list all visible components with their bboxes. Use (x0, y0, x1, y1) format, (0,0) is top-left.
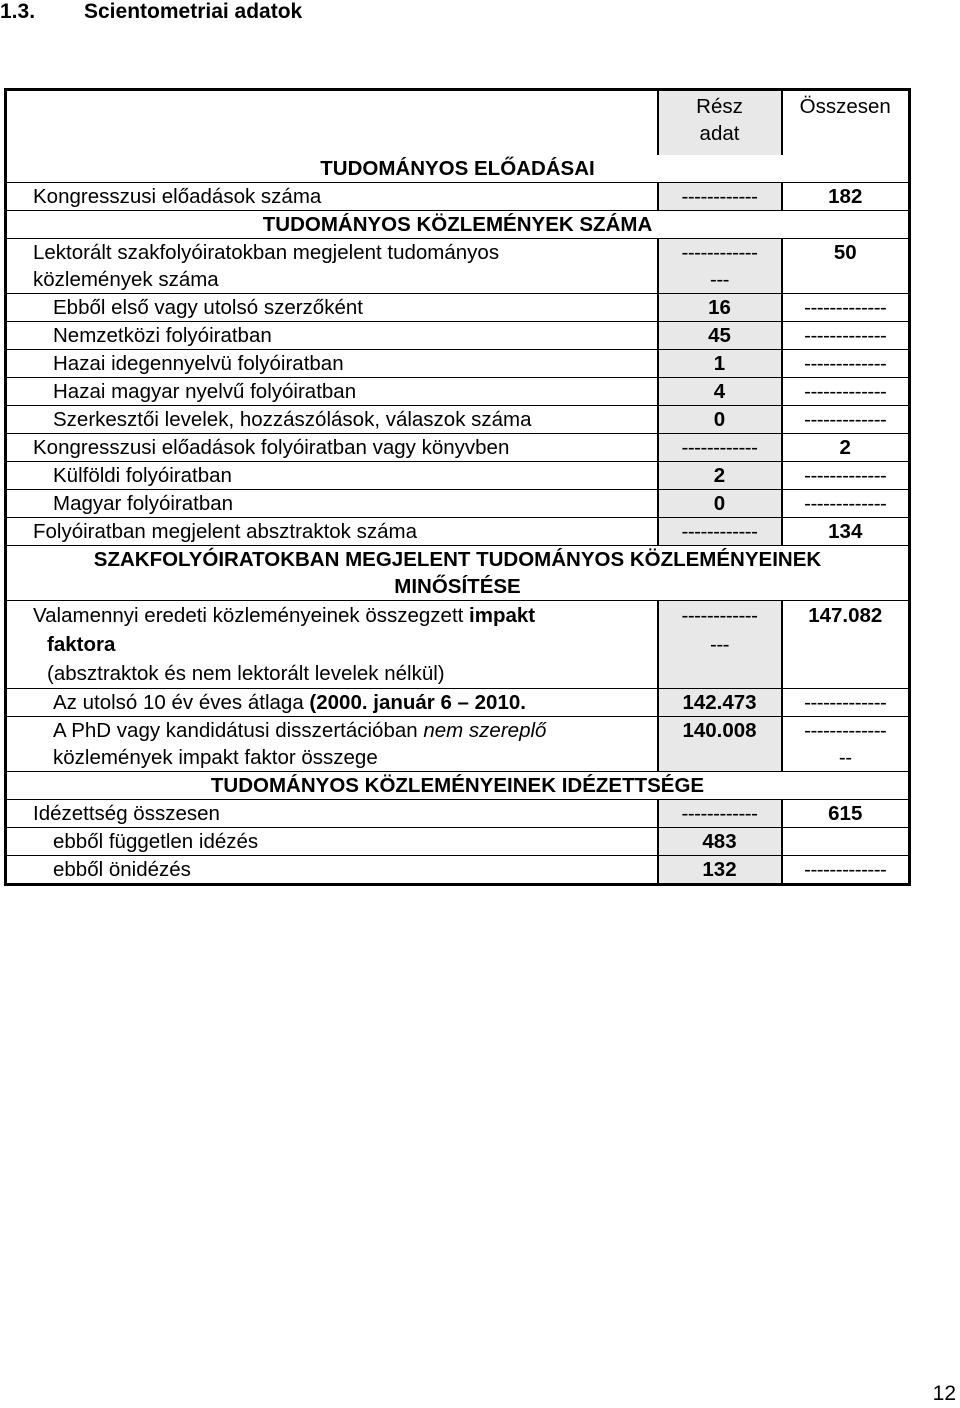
row-part: 1 (658, 350, 782, 378)
row-total: 182 (782, 183, 910, 211)
row-total (782, 717, 910, 772)
row-part-line2: --- (710, 268, 729, 291)
row-total: ------------- (782, 856, 910, 885)
row-part (658, 601, 782, 689)
table-row (6, 717, 910, 772)
table-row (6, 828, 910, 856)
section-row-impact (6, 546, 910, 601)
row-label-part-b: nem szereplő (423, 719, 547, 742)
row-total: ------------- (782, 378, 910, 406)
row-label: Ebből első vagy utolsó szerzőként (6, 294, 658, 322)
section-title-publications: TUDOMÁNYOS KÖZLEMÉNYEK SZÁMA (6, 211, 910, 239)
row-part: 142.473 (658, 689, 782, 717)
row-part: ------------ (658, 518, 782, 546)
table-row (6, 183, 910, 211)
row-part: ------------ (658, 800, 782, 828)
section-row-presentations (6, 155, 910, 183)
row-part: 0 (658, 406, 782, 434)
header-row (6, 90, 910, 156)
section-row-publications (6, 211, 910, 239)
row-total: ------------- (782, 406, 910, 434)
row-part: ------------ (658, 434, 782, 462)
table-row (6, 434, 910, 462)
row-label: Hazai idegennyelvü folyóiratban (6, 350, 658, 378)
header-empty-cell (6, 90, 658, 156)
table-row (6, 406, 910, 434)
row-label: Szerkesztői levelek, hozzászólások, válaszok száma (6, 406, 658, 434)
row-label-line2: közlemények száma (33, 268, 219, 291)
table-row (6, 378, 910, 406)
section-row-citations (6, 772, 910, 800)
row-total: ------------- (782, 462, 910, 490)
row-total: 134 (782, 518, 910, 546)
page-number: 12 (932, 1382, 956, 1405)
row-label (6, 239, 658, 294)
row-part: 4 (658, 378, 782, 406)
row-label (6, 601, 658, 689)
row-label: Külföldi folyóiratban (6, 462, 658, 490)
row-label-part-a: Az utolsó 10 év éves átlaga (53, 691, 310, 714)
row-label-part-b: (2000. január 6 – 2010. (309, 691, 526, 714)
scientometrics-table (4, 88, 911, 886)
table-row (6, 490, 910, 518)
row-part: 45 (658, 322, 782, 350)
row-part (658, 239, 782, 294)
header-part-line2: adat (699, 122, 740, 145)
row-total: ------------- (782, 490, 910, 518)
row-total: ------------- (782, 322, 910, 350)
section-heading (0, 0, 302, 24)
row-label: ebből önidézés (6, 856, 658, 885)
row-part-line2: --- (710, 633, 729, 656)
table-row (6, 601, 910, 689)
row-label-part-b: impakt (469, 604, 536, 627)
row-total: 50 (782, 239, 910, 294)
row-label: Hazai magyar nyelvű folyóiratban (6, 378, 658, 406)
row-part: 140.008 (658, 717, 782, 772)
row-part: 483 (658, 828, 782, 856)
section-title-impact-line1: SZAKFOLYÓIRATOKBAN MEGJELENT TUDOMÁNYOS KÖZLEMÉNYEINEK (93, 548, 822, 571)
row-part: ------------ (658, 183, 782, 211)
section-title-presentations: TUDOMÁNYOS ELŐADÁSAI (6, 155, 910, 183)
row-total (782, 828, 910, 856)
section-title-impact (6, 546, 910, 601)
row-label: Kongresszusi előadások száma (6, 183, 658, 211)
row-label: Idézettség összesen (6, 800, 658, 828)
row-label: Kongresszusi előadások folyóiratban vagy könyvben (6, 434, 658, 462)
section-title: Scientometriai adatok (84, 0, 303, 23)
header-part-line1: Rész (696, 95, 743, 118)
row-label: Nemzetközi folyóiratban (6, 322, 658, 350)
header-part-cell (658, 90, 782, 156)
table-row (6, 462, 910, 490)
row-total: 615 (782, 800, 910, 828)
section-title-impact-line2: MINŐSÍTÉSE (394, 575, 521, 598)
row-part-line1: ------------ (681, 241, 758, 264)
row-total-line2: -- (838, 746, 852, 769)
row-part: 2 (658, 462, 782, 490)
row-label (6, 689, 658, 717)
row-label: Folyóiratban megjelent absztraktok száma (6, 518, 658, 546)
section-title-citations: TUDOMÁNYOS KÖZLEMÉNYEINEK IDÉZETTSÉGE (6, 772, 910, 800)
table-row (6, 800, 910, 828)
table-row (6, 518, 910, 546)
section-number: 1.3. (0, 0, 36, 23)
row-label-part-d: (absztraktok és nem lektorált levelek nélkül) (47, 662, 445, 685)
row-part-line1: ------------ (681, 604, 758, 627)
row-total: ------------- (782, 689, 910, 717)
row-total: ------------- (782, 350, 910, 378)
row-label-line1: Lektorált szakfolyóiratokban megjelent tudományos (33, 241, 500, 264)
row-label: ebből független idézés (6, 828, 658, 856)
row-total: ------------- (782, 294, 910, 322)
table-row (6, 239, 910, 294)
row-label (6, 717, 658, 772)
header-total-cell: Összesen (799, 95, 891, 118)
table-row (6, 689, 910, 717)
row-label-part-c: közlemények impakt faktor összege (53, 746, 378, 769)
table-row (6, 294, 910, 322)
row-label-part-c: faktora (47, 633, 116, 656)
row-label-part-a: A PhD vagy kandidátusi disszertációban (53, 719, 424, 742)
row-part: 16 (658, 294, 782, 322)
row-total: 2 (782, 434, 910, 462)
table-row (6, 350, 910, 378)
row-label: Magyar folyóiratban (6, 490, 658, 518)
table-row (6, 322, 910, 350)
table-row (6, 856, 910, 885)
row-total: 147.082 (782, 601, 910, 689)
row-label-part-a: Valamennyi eredeti közleményeinek összegzett (33, 604, 470, 627)
row-part: 0 (658, 490, 782, 518)
row-part: 132 (658, 856, 782, 885)
row-total-line1: ------------- (804, 719, 887, 742)
